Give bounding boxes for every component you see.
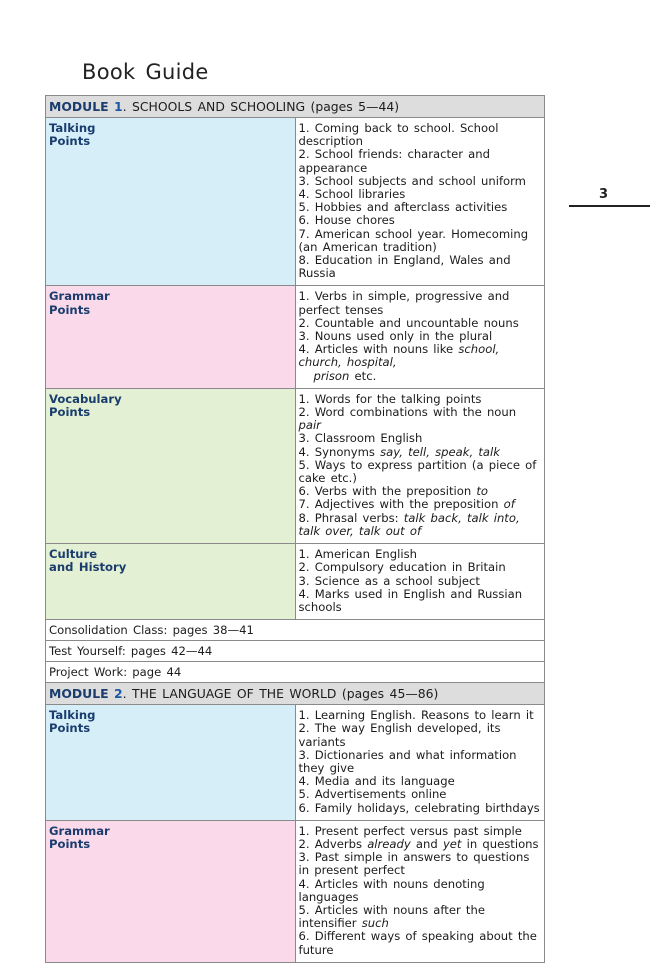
item-text: 7. Adjectives with the preposition	[298, 497, 504, 512]
talking-points-category	[46, 118, 296, 286]
list-item: 4. Articles with nouns denoting languages	[298, 876, 485, 904]
page-number: 3	[599, 187, 609, 202]
list-item	[299, 512, 541, 538]
item-italic: say, tell, speak, talk	[380, 444, 500, 459]
consolidation-row	[46, 620, 545, 641]
grammar-points-category	[46, 820, 296, 962]
test-yourself-row	[46, 641, 545, 662]
item-italic: already	[367, 836, 411, 851]
page-title: Book Guide	[82, 60, 209, 84]
module-1-header	[46, 96, 545, 118]
item-italic: prison	[313, 368, 350, 383]
list-item: 1. Verbs in simple, progressive and perfect tenses	[298, 289, 510, 317]
category-line: Points	[49, 721, 91, 736]
list-item: 3. Dictionaries and what information they give	[298, 747, 517, 775]
item-text: in questions	[461, 836, 539, 851]
culture-history-list	[295, 544, 545, 620]
list-item: 7. American school year. Homecoming (an American tradition)	[298, 226, 529, 254]
item-italic: talk back, talk into, talk over, talk out of	[298, 510, 520, 538]
module-1-label: MODULE	[49, 99, 109, 114]
vocabulary-points-list	[295, 388, 545, 543]
list-item: 5. Hobbies and afterclass activities	[298, 200, 508, 215]
item-italic: school, church, hospital,	[298, 342, 500, 370]
item-italic: yet	[442, 836, 462, 851]
list-item: 6. House chores	[298, 213, 395, 228]
item-text: 5. Articles with nouns after the intensifier	[298, 902, 485, 931]
category-line: Talking	[49, 121, 96, 135]
item-text: 2. Adverbs	[298, 836, 368, 851]
module-1-number: 1	[114, 99, 123, 114]
list-item: 3. School subjects and school uniform	[298, 173, 526, 188]
item-text: 2. Word combinations with the noun	[298, 405, 517, 420]
talking-points-list	[295, 705, 545, 821]
list-item: 1. Words for the talking points	[298, 391, 482, 406]
category-line: Grammar	[49, 289, 110, 304]
list-item: 1. Learning English. Reasons to learn it	[298, 708, 534, 723]
module-1-vocabulary-points-row	[46, 388, 545, 543]
grammar-points-list	[295, 286, 545, 388]
module-2-title: . THE LANGUAGE OF THE WORLD (pages 45—86)	[122, 686, 439, 702]
list-item: 4. Marks used in English and Russian schools	[298, 586, 523, 614]
list-item: 4. Media and its language	[298, 774, 455, 789]
list-item: 2. The way English developed, its variants	[298, 721, 501, 749]
list-item: 6. Family holidays, celebrating birthdays	[298, 800, 540, 815]
list-item: 1. Coming back to school. School description	[298, 121, 499, 149]
list-item: 3. Nouns used only in the plural	[298, 329, 493, 344]
project-work-row	[46, 662, 545, 683]
culture-history-category	[46, 544, 296, 620]
item-text: 4. Synonyms	[298, 444, 381, 459]
book-guide-table	[45, 95, 545, 963]
item-text: etc.	[349, 368, 377, 383]
module-2-talking-points-row	[46, 705, 545, 821]
category-line: Talking	[49, 708, 96, 723]
module-2-label: MODULE	[49, 686, 109, 702]
list-item: 5. Ways to express partition (a piece of cake etc.)	[298, 457, 537, 486]
list-item: 2. Countable and uncountable nouns	[298, 315, 519, 330]
category-line: Points	[49, 134, 91, 149]
grammar-points-list	[295, 820, 545, 962]
module-1-culture-history-row	[46, 544, 545, 620]
item-italic: such	[361, 916, 389, 931]
list-item: 3. Past simple in answers to questions in present perfect	[298, 850, 530, 878]
grammar-points-category	[46, 286, 296, 388]
category-line: Culture	[49, 547, 98, 562]
list-item	[299, 406, 541, 432]
list-item	[299, 904, 541, 930]
module-1-grammar-points-row	[46, 286, 545, 388]
list-item	[299, 343, 541, 369]
list-item: 1. Present perfect versus past simple	[298, 823, 522, 838]
category-line: Grammar	[49, 823, 110, 838]
list-item-continuation	[299, 370, 541, 383]
test-yourself: Test Yourself: pages 42—44	[46, 641, 545, 662]
project-work: Project Work: page 44	[46, 662, 545, 683]
item-italic: of	[503, 497, 515, 512]
list-item: 3. Science as a school subject	[298, 573, 480, 588]
list-item: 4. School libraries	[298, 187, 406, 202]
list-item: 5. Advertisements online	[298, 787, 447, 802]
category-line: and History	[49, 560, 127, 575]
item-text: 6. Verbs with the preposition	[298, 484, 477, 499]
talking-points-list	[295, 118, 545, 286]
item-text: 4. Articles with nouns like	[298, 342, 459, 357]
vocabulary-points-category	[46, 388, 296, 543]
list-item: 6. Different ways of speaking about the future	[298, 929, 537, 957]
item-text: and	[410, 836, 443, 851]
category-line: Vocabulary	[49, 391, 122, 406]
module-2-header	[46, 683, 545, 705]
list-item: 3. Classroom English	[298, 431, 423, 446]
module-2-number: 2	[114, 686, 123, 702]
category-line: Points	[49, 405, 91, 420]
list-item	[299, 446, 541, 459]
list-item: 1. American English	[298, 547, 417, 562]
talking-points-category	[46, 705, 296, 821]
item-italic: pair	[298, 418, 321, 433]
module-1-talking-points-row	[46, 118, 545, 286]
item-text: 8. Phrasal verbs:	[298, 510, 404, 525]
list-item: 8. Education in England, Wales and Russia	[298, 253, 511, 281]
category-line: Points	[49, 836, 91, 851]
category-line: Points	[49, 302, 91, 317]
module-1-title: . SCHOOLS AND SCHOOLING (pages 5—44)	[122, 99, 400, 114]
item-italic: to	[476, 484, 489, 499]
page-number-rule	[569, 205, 650, 207]
list-item: 2. Compulsory education in Britain	[298, 560, 506, 575]
consolidation-class: Consolidation Class: pages 38—41	[46, 620, 545, 641]
module-2-grammar-points-row	[46, 820, 545, 962]
list-item: 2. School friends: character and appearance	[298, 147, 490, 175]
